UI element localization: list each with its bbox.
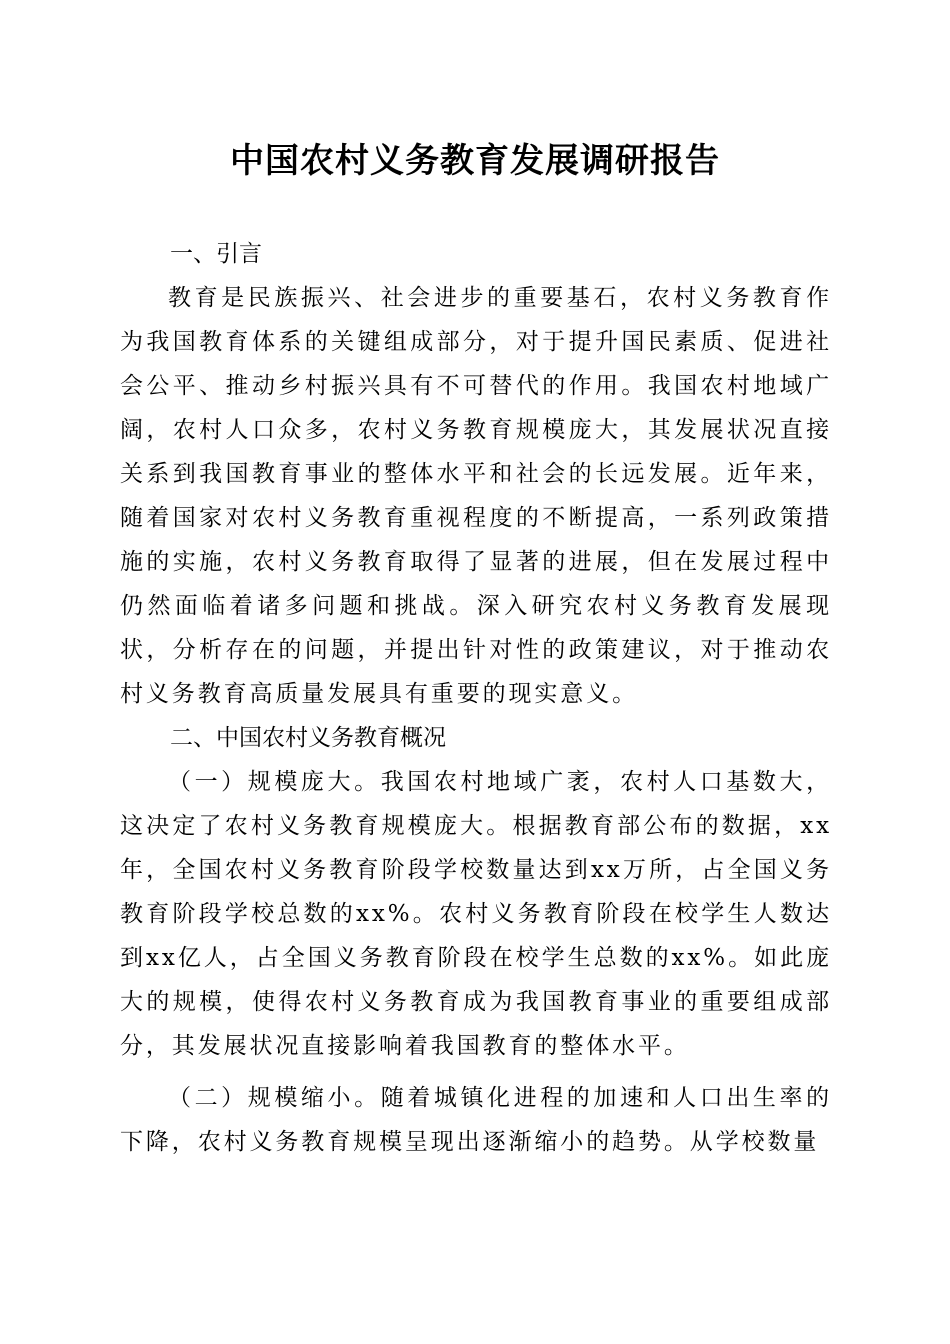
- paragraph-spacer: [120, 1068, 832, 1076]
- document-title: 中国农村义务教育发展调研报告: [230, 141, 720, 181]
- section-heading-introduction: 一、引言: [170, 241, 262, 267]
- paragraph-scale-large: （一）规模庞大。我国农村地域广袤，农村人口基数大，这决定了农村义务教育规模庞大。根据教育部公布的数据，xx年，全国农村义务教育阶段学校数量达到xx万所，占全国义务教育阶段学校总数的xx%。农村义务教育阶段在校学生人数达到xx亿人，占全国义务教育阶段在校学生总数的xx%。如此庞大的规模，使得农村义务教育成为我国教育事业的重要组成部分，其发展状况直接影响着我国教育的整体水平。: [120, 769, 832, 1059]
- document-body: [120, 232, 832, 1164]
- section-heading-overview: 二、中国农村义务教育概况: [170, 725, 446, 751]
- paragraph-scale-shrinking: （二）规模缩小。随着城镇化进程的加速和人口出生率的下降，农村义务教育规模呈现出逐渐缩小的趋势。从学校数量: [120, 1085, 832, 1155]
- paragraph-introduction: 教育是民族振兴、社会进步的重要基石，农村义务教育作为我国教育体系的关键组成部分，对于提升国民素质、促进社会公平、推动乡村振兴具有不可替代的作用。我国农村地域广阔，农村人口众多，农村义务教育规模庞大，其发展状况直接关系到我国教育事业的整体水平和社会的长远发展。近年来，随着国家对农村义务教育重视程度的不断提高，一系列政策措施的实施，农村义务教育取得了显著的进展，但在发展过程中仍然面临着诸多问题和挑战。深入研究农村义务教育发展现状，分析存在的问题，并提出针对性的政策建议，对于推动农村义务教育高质量发展具有重要的现实意义。: [120, 285, 832, 707]
